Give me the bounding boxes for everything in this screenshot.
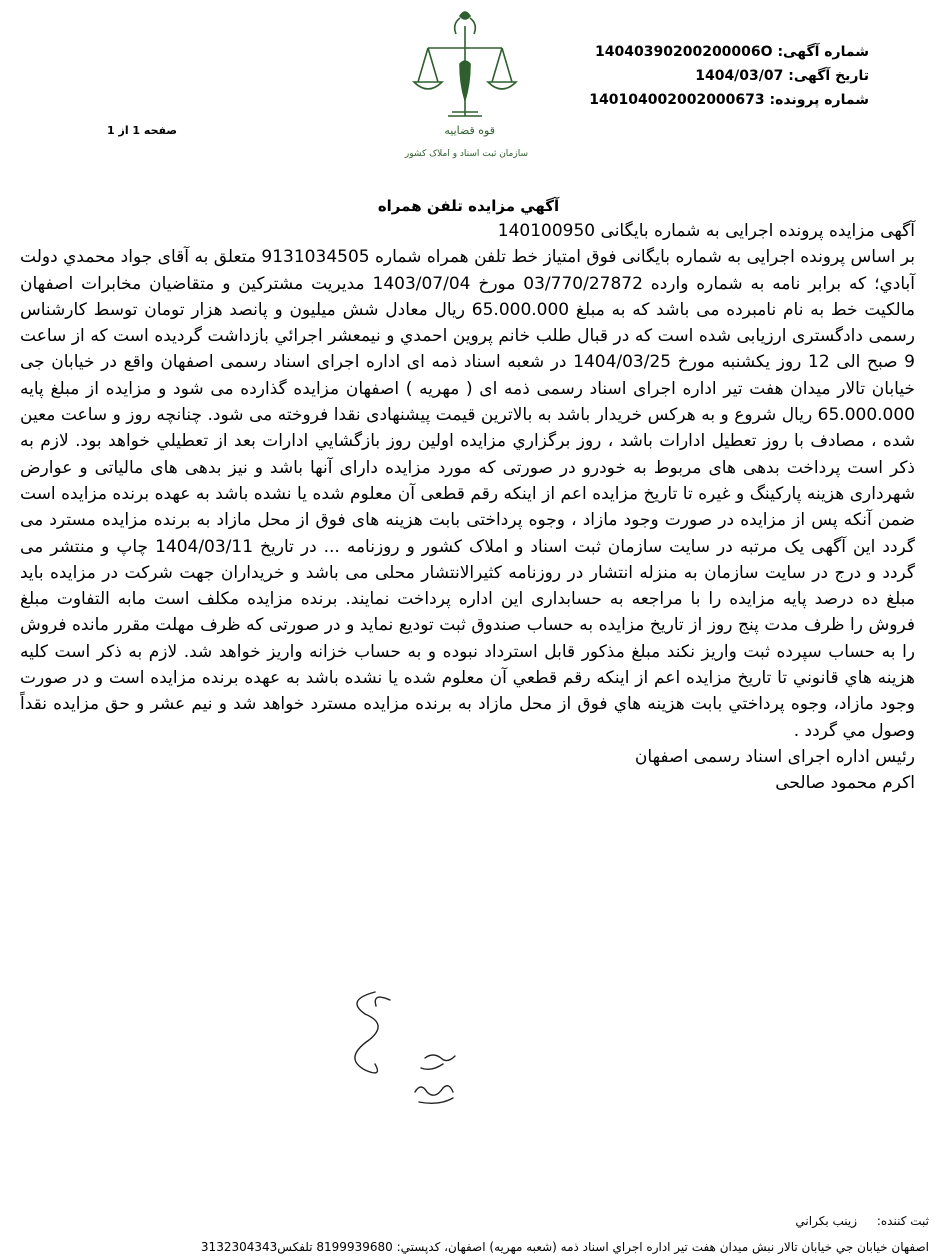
handwritten-signature bbox=[335, 980, 495, 1110]
notice-meta bbox=[589, 40, 869, 112]
registrar-label: ثبت كننده: bbox=[876, 1214, 929, 1228]
emblem-caption-1: قوه قضاییه bbox=[444, 124, 495, 137]
notice-number-label: شماره آگهی: bbox=[777, 44, 869, 60]
notice-date-label: تاریخ آگهی: bbox=[788, 68, 869, 84]
case-number: 140104002002000673 bbox=[589, 92, 765, 108]
notice-body bbox=[20, 218, 915, 797]
notice-lead: آگهی مزایده پرونده اجرایی به شماره بایگانی 140100950 bbox=[497, 221, 915, 241]
case-number-label: شماره پرونده: bbox=[769, 92, 869, 108]
notice-number: 14040390200200006O bbox=[595, 44, 773, 60]
notice-paragraph: بر اساس پرونده اجرایی به شماره بایگانی فوق امتیاز خط تلفن همراه شماره 9131034505 متعلق به آقای جواد محمدي دولت آبادي؛ که برابر نامه به شماره وارده 03/770/27872 مورخ 1403/07/04 مدیریت مشترکین و متقاضیان مخابرات اصفهان مالکیت خط به نام نامبرده می باشد که به مبلغ 65.000.000 ریال معادل شش میلیون و پانصد هزار تومان توسط کارشناس رسمی دادگستری ارزیابی شده است که در قبال طلب خانم پروین احمدي و نیمعشر اجرائي بازداشت گردیده است که از ساعت 9 صبح الی 12 روز یکشنبه مورخ 1404/03/25 در شعبه اسناد ذمه ای اداره اجرای اسناد رسمی اصفهان واقع در خیابان جی خیابان تالار میدان هفت تیر اداره اجرای اسناد رسمی ذمه ای ( مهریه ) اصفهان مزایده گذارده می شود و مزایده از مبلغ پایه 65.000.000 ریال شروع و به هرکس خریدار باشد به بالاترین قیمت پیشنهادی نقدا فروخته می شود. چنانچه روز و ساعت معین شده ، مصادف با روز تعطیل ادارات باشد ، روز برگزاري مزايده اولين روز بازگشايي ادارات بعد از تعطيلي خواهد بود. لازم به ذکر است پرداخت بدهی های مربوط به خودرو در صورتی که مورد مزایده دارای آنها باشد و نیز بدهی های مالیاتی و عوارض شهرداری هزینه پارکینگ و غیره تا تاریخ مزایده اعم از اینکه رقم قطعی آن معلوم شده یا نشده باشد به عهده برنده مزایده است ضمن آنکه پس از مزایده در صورت وجود مازاد ، وجوه پرداختی بابت هزینه های فوق از محل مازاد به برنده مزایده مسترد می گردد این آگهی یک مرتبه در سایت سازمان ثبت اسناد و املاک کشور و روزنامه ... در تاریخ 1404/03/11 چاپ و منتشر می گردد و درج در سایت سازمان به منزله انتشار در روزنامه کثیرالانتشار محلی می باشد و خریداران جهت شرکت در مزایده باید مبلغ ده درصد پایه مزایده را با مراجعه به حسابداری این اداره پرداخت نمایند. برنده مزایده مکلف است مابه التفاوت مبلغ فروش را ظرف مدت پنج روز از تاریخ مزایده به حساب صندوق ثبت تودیع نماید و در صورتی که ظرف مهلت مقرر مانده فروش را به حساب سپرده ثبت واریز نکند مبلغ مذکور قابل استرداد نبوده و به حساب خزانه واریز خواهد شد. لازم به ذكر است كليه هزينه هاي قانوني تا تاريخ مزايده اعم از اينكه رقم قطعي آن معلوم شده يا نشده باشد به عهده برنده مزايده است و در صورت وجود مازاد، وجوه پرداختي بابت هزينه هاي فوق از محل مازاد به برنده مزايده مسترد خواهد شد و نيم عشر و حق مزايده نقداً وصول مي گردد . bbox=[20, 247, 916, 741]
emblem-caption-2: سازمان ثبت اسناد و املاک کشور bbox=[404, 149, 528, 159]
address-line: اصفهان خيابان جي خيابان تالار نبش ميدان هفت تير اداره اجراي اسناد ذمه (شعبه مهريه) اصفهان، كدپستي: 8199939680 تلفكس3132304343 bbox=[200, 1240, 929, 1254]
registrar-line bbox=[0, 1214, 929, 1228]
closing-title: رئیس اداره اجرای اسناد رسمی اصفهان bbox=[634, 746, 915, 767]
closing-name: اکرم محمود صالحی bbox=[775, 773, 915, 794]
notice-date-row bbox=[589, 64, 869, 88]
registrar-name: زينب بكراني bbox=[795, 1214, 858, 1228]
judiciary-emblem-logo bbox=[400, 4, 530, 164]
case-number-row bbox=[589, 88, 869, 112]
page-indicator: صفحه 1 از 1 bbox=[107, 124, 178, 137]
notice-title: آگهي مزايده تلفن همراه bbox=[377, 197, 560, 215]
notice-date: 1404/03/07 bbox=[695, 68, 784, 84]
notice-number-row bbox=[589, 40, 869, 64]
